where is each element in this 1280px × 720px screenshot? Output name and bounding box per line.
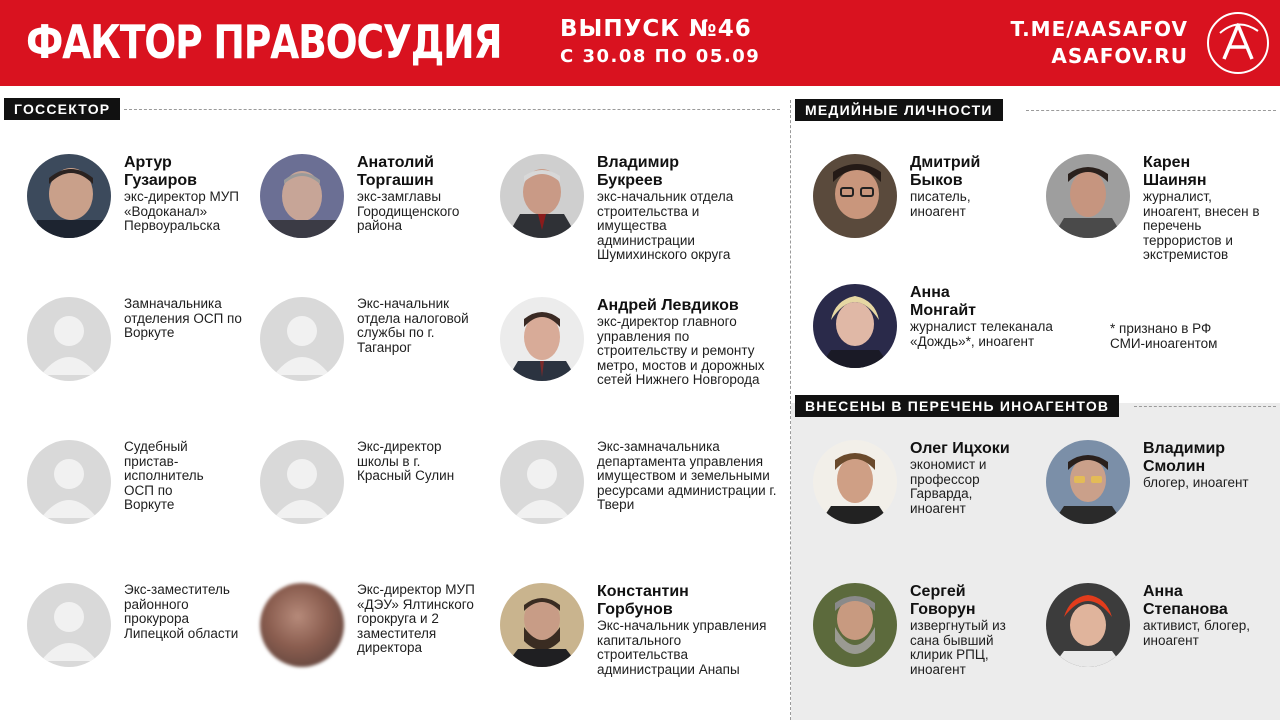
avatar-placeholder-icon	[500, 440, 584, 524]
person-description: извергнутый из сана бывший клирик РПЦ, иноагент	[910, 618, 1006, 677]
column-divider	[790, 100, 791, 720]
avatar	[813, 583, 897, 667]
person-info	[910, 284, 1090, 349]
person-name: Олег Ицхоки	[910, 440, 1010, 457]
avatar	[500, 154, 584, 238]
section-divider	[1026, 110, 1276, 111]
person-info	[597, 297, 777, 388]
avatar-placeholder-icon	[260, 297, 344, 381]
person-description: Экс-начальник отдела налоговой службы по г. Таганрог	[357, 296, 469, 355]
person-info	[597, 440, 777, 513]
section-title-foreign-agents: ВНЕСЕНЫ В ПЕРЕЧЕНЬ ИНОАГЕНТОВ	[795, 395, 1119, 417]
site-link[interactable]: ASAFOV.RU	[1051, 44, 1188, 68]
avatar	[1046, 154, 1130, 238]
avatar	[260, 154, 344, 238]
avatar-placeholder-icon	[27, 440, 111, 524]
telegram-link[interactable]: T.ME/AASAFOV	[1010, 17, 1188, 41]
person-name: Анна Степанова	[1143, 583, 1228, 618]
person-name: Анатолий Торгашин	[357, 154, 434, 189]
person-description: Судебный пристав-исполнитель ОСП по Воркуте	[124, 439, 204, 513]
header-bar	[0, 0, 1280, 86]
avatar	[1046, 440, 1130, 524]
contact-links	[1010, 16, 1188, 70]
avatar-placeholder-icon	[260, 440, 344, 524]
person-name: Анна Монгайт	[910, 284, 976, 319]
avatar	[813, 284, 897, 368]
avatar	[27, 154, 111, 238]
section-divider	[124, 109, 780, 110]
person-description: журналист телеканала «Дождь»*, иноагент	[910, 319, 1053, 349]
avatar	[500, 297, 584, 381]
person-description: Экс-начальник управления капитального строительства администрации Анапы	[597, 618, 767, 677]
avatar-placeholder-icon	[27, 297, 111, 381]
person-name: Константин Горбунов	[597, 583, 689, 618]
person-description: экс-начальник отдела строительства и имущества администрации Шумихинского округа	[597, 189, 734, 263]
person-name: Владимир Букреев	[597, 154, 680, 189]
avatar	[813, 154, 897, 238]
avatar	[813, 440, 897, 524]
person-description: экс-директор МУП «Водоканал» Первоуральска	[124, 189, 240, 234]
person-name: Сергей Говорун	[910, 583, 976, 618]
person-description: писатель, иноагент	[910, 189, 971, 219]
section-divider	[1134, 406, 1276, 407]
person-info	[597, 154, 777, 263]
person-description: журналист, иноагент, внесен в перечень террористов и экстремистов	[1143, 189, 1260, 263]
person-name: Владимир Смолин	[1143, 440, 1226, 475]
avatar-placeholder-icon	[27, 583, 111, 667]
person-description: экс-замглавы Городищенского района	[357, 189, 460, 234]
avatar-blurred	[260, 583, 344, 667]
person-name: Карен Шаинян	[1143, 154, 1207, 189]
person-description: Экс-замначальника департамента управления имуществом и земельными ресурсами администрации г. Твери	[597, 439, 777, 513]
brand-title: ФАКТОР ПРАВОСУДИЯ	[26, 15, 502, 69]
person-info	[1143, 583, 1280, 648]
issue-dates: С 30.08 ПО 05.09	[560, 46, 761, 67]
issue-number: ВЫПУСК №46	[560, 16, 752, 42]
person-description: активист, блогер, иноагент	[1143, 618, 1250, 648]
person-name: Андрей Левдиков	[597, 297, 739, 314]
person-description: Экс-заместитель районного прокурора Липецкой области	[124, 582, 239, 641]
person-description: блогер, иноагент	[1143, 475, 1249, 490]
person-info	[1143, 440, 1280, 491]
person-description: Экс-директор МУП «ДЭУ» Ялтинского горокруга и 2 заместителя директора	[357, 582, 475, 656]
section-title-gov: ГОССЕКТОР	[4, 98, 120, 120]
a-letter-logo-icon	[1206, 11, 1270, 75]
person-name: Дмитрий Быков	[910, 154, 981, 189]
footnote: * признано в РФ СМИ-иноагентом	[1110, 321, 1218, 351]
section-title-media: МЕДИЙНЫЕ ЛИЧНОСТИ	[795, 99, 1003, 121]
person-info	[597, 583, 777, 677]
person-description: экономист и профессор Гарварда, иноагент	[910, 457, 987, 516]
issue-block	[560, 16, 790, 70]
person-description: экс-директор главного управления по строительству и ремонту метро, мостов и дорожных сетей Нижнего Новгорода	[597, 314, 765, 388]
person-description: Замначальника отделения ОСП по Воркуте	[124, 296, 242, 341]
avatar	[500, 583, 584, 667]
avatar	[1046, 583, 1130, 667]
person-name: Артур Гузаиров	[124, 154, 198, 189]
person-info	[1143, 154, 1280, 263]
person-description: Экс-директор школы в г. Красный Сулин	[357, 439, 455, 484]
